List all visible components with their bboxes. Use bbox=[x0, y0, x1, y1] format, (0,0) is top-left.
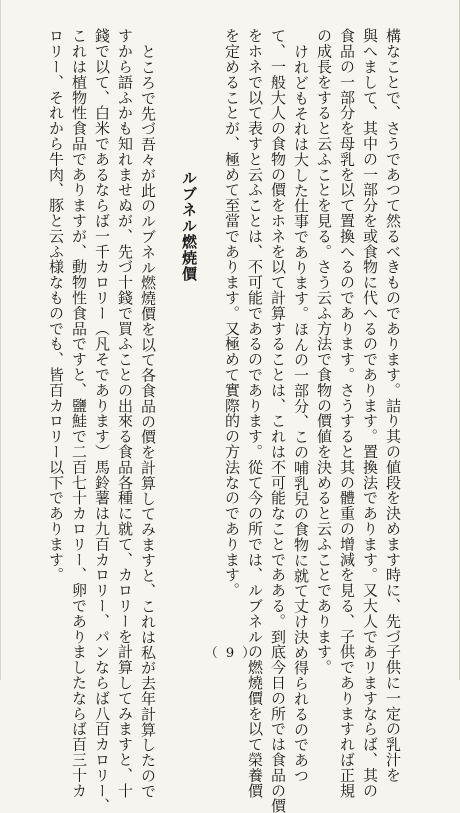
text-column: をホネで以て表すと云ふことは、不可能であるのであります。從て今の所では、ルブネルの燃燒價を以て榮養價 bbox=[246, 28, 264, 798]
section-heading: ルブネル燃焼價 bbox=[180, 170, 198, 282]
text-column: の成長をすると云ふことを見る。さう云ふ方法で食物の價値を決めると云ふことであります。 bbox=[315, 28, 333, 675]
text-column: て、一般大人の食物の價をホネを以て計算することは、これは不可能なことであある。到底今日の所では食品の價 bbox=[269, 28, 287, 813]
text-column: 食品の一部分を母乳を以て置換へるのであります。さうすると其の體重の增減を見る、子供でありますれば正規 bbox=[338, 28, 356, 798]
text-column: 與へまして、其中の一部分を或食物に代へるのであります。置換法であります。又大人であリますならば、其の bbox=[361, 28, 379, 798]
text-column: けれどもそれは大した仕事であります。ほんの一部分、この哺乳兒の食物に就て丈け決め得られるのであつ bbox=[292, 44, 310, 784]
text-column: 錢で以て、白米であるならば一千カロリー（凡そであります）馬鈴薯は九百カロリー、パンならば八百カロリー、 bbox=[93, 28, 111, 813]
page-number: （ 9 ） bbox=[204, 646, 258, 661]
text-column: これは植物性食品でありますが、動物性食品ですと、鹽鮭で二百七十カロリー、卵でありましたならば百三十カ bbox=[70, 28, 88, 798]
text-column: 構なことで、さうであつて然るべきものであります。詰り其の値段を決めます時に、先づ子供に一定の乳汁を bbox=[384, 28, 402, 783]
text-column: を定めることが、極めて至當であります。又極めて實際的の方法なのであります。 bbox=[223, 28, 241, 598]
text-column: ロリー、それから牛肉、豚と云ふ様なものでも、皆百カロリー以下であります。 bbox=[47, 28, 65, 583]
text-column: ところで先づ吾々が此のルブネル燃燒價を以て各食品の價を計算してみますと、これは私が去年計算したので bbox=[139, 44, 157, 799]
text-column: すから語ふかも知れませぬが、先づ十錢で買ふことの出來る食品各種に就て、カロリーを計算してみますと、十 bbox=[116, 28, 134, 798]
